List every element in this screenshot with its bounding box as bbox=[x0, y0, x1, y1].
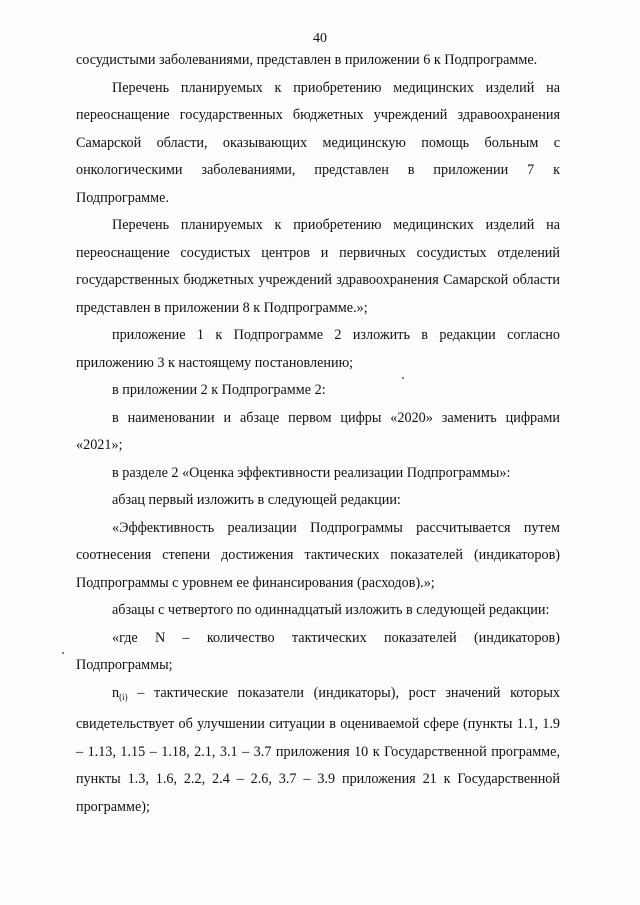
paragraph-indicators bbox=[76, 680, 560, 822]
paragraph: Перечень планируемых к приобретению медицинских изделий на переоснащение сосудистых центров и первичных сосудистых отделений государственных бюджетных учреждений здравоохранения Самарской области представлен в приложении 8 к Подпрограмме.»; bbox=[76, 217, 560, 316]
scan-speck bbox=[62, 652, 64, 654]
scan-speck bbox=[402, 377, 404, 379]
paragraph: «Эффективность реализации Подпрограммы рассчитывается путем соотнесения степени достижения тактических показателей (индикаторов) Подпрограммы с уровнем ее финансирования (расходов).»; bbox=[76, 519, 560, 591]
paragraph: абзацы с четвертого по одиннадцатый изложить в следующей редакции: bbox=[112, 602, 550, 618]
paragraph: абзац первый изложить в следующей редакции: bbox=[112, 492, 401, 508]
paragraph: Перечень планируемых к приобретению медицинских изделий на переоснащение государственных бюджетных учреждений здравоохранения Самарской области, оказывающих медицинскую помощь больным с онкологическими заболеваниями, представлен в приложении 7 к Подпрограмме. bbox=[76, 79, 560, 206]
indicator-symbol: n bbox=[112, 684, 120, 701]
paragraph: в наименовании и абзаце первом цифры «2020» заменить цифрами «2021»; bbox=[76, 409, 560, 453]
indicator-subscript: (i) bbox=[119, 691, 128, 702]
paragraph: «где N – количество тактических показателей (индикаторов) Подпрограммы; bbox=[76, 629, 560, 673]
indicator-description: – тактические показатели (индикаторы), рост значений которых свидетельствует об улучшении ситуации в оцениваемой сфере (пункты 1.1, 1.9 – 1.13, 1.15 – 1.18, 2.1, 3.1 – 3.7 приложения 10 к Государственной программе, пункты 1.3, 1.6, 2.2, 2.4 – 2.6, 3.7 – 3.9 приложения 21 к Государственной программе); bbox=[76, 684, 560, 815]
paragraph: приложение 1 к Подпрограмме 2 изложить в редакции согласно приложению 3 к настоящему постановлению; bbox=[76, 327, 560, 371]
paragraph: в приложении 2 к Подпрограмме 2: bbox=[112, 382, 326, 398]
paragraph: в разделе 2 «Оценка эффективности реализации Подпрограммы»: bbox=[112, 464, 511, 481]
document-body bbox=[76, 47, 560, 821]
page-number: 40 bbox=[313, 31, 327, 46]
paragraph: сосудистыми заболеваниями, представлен в приложении 6 к Подпрограмме. bbox=[76, 52, 538, 68]
